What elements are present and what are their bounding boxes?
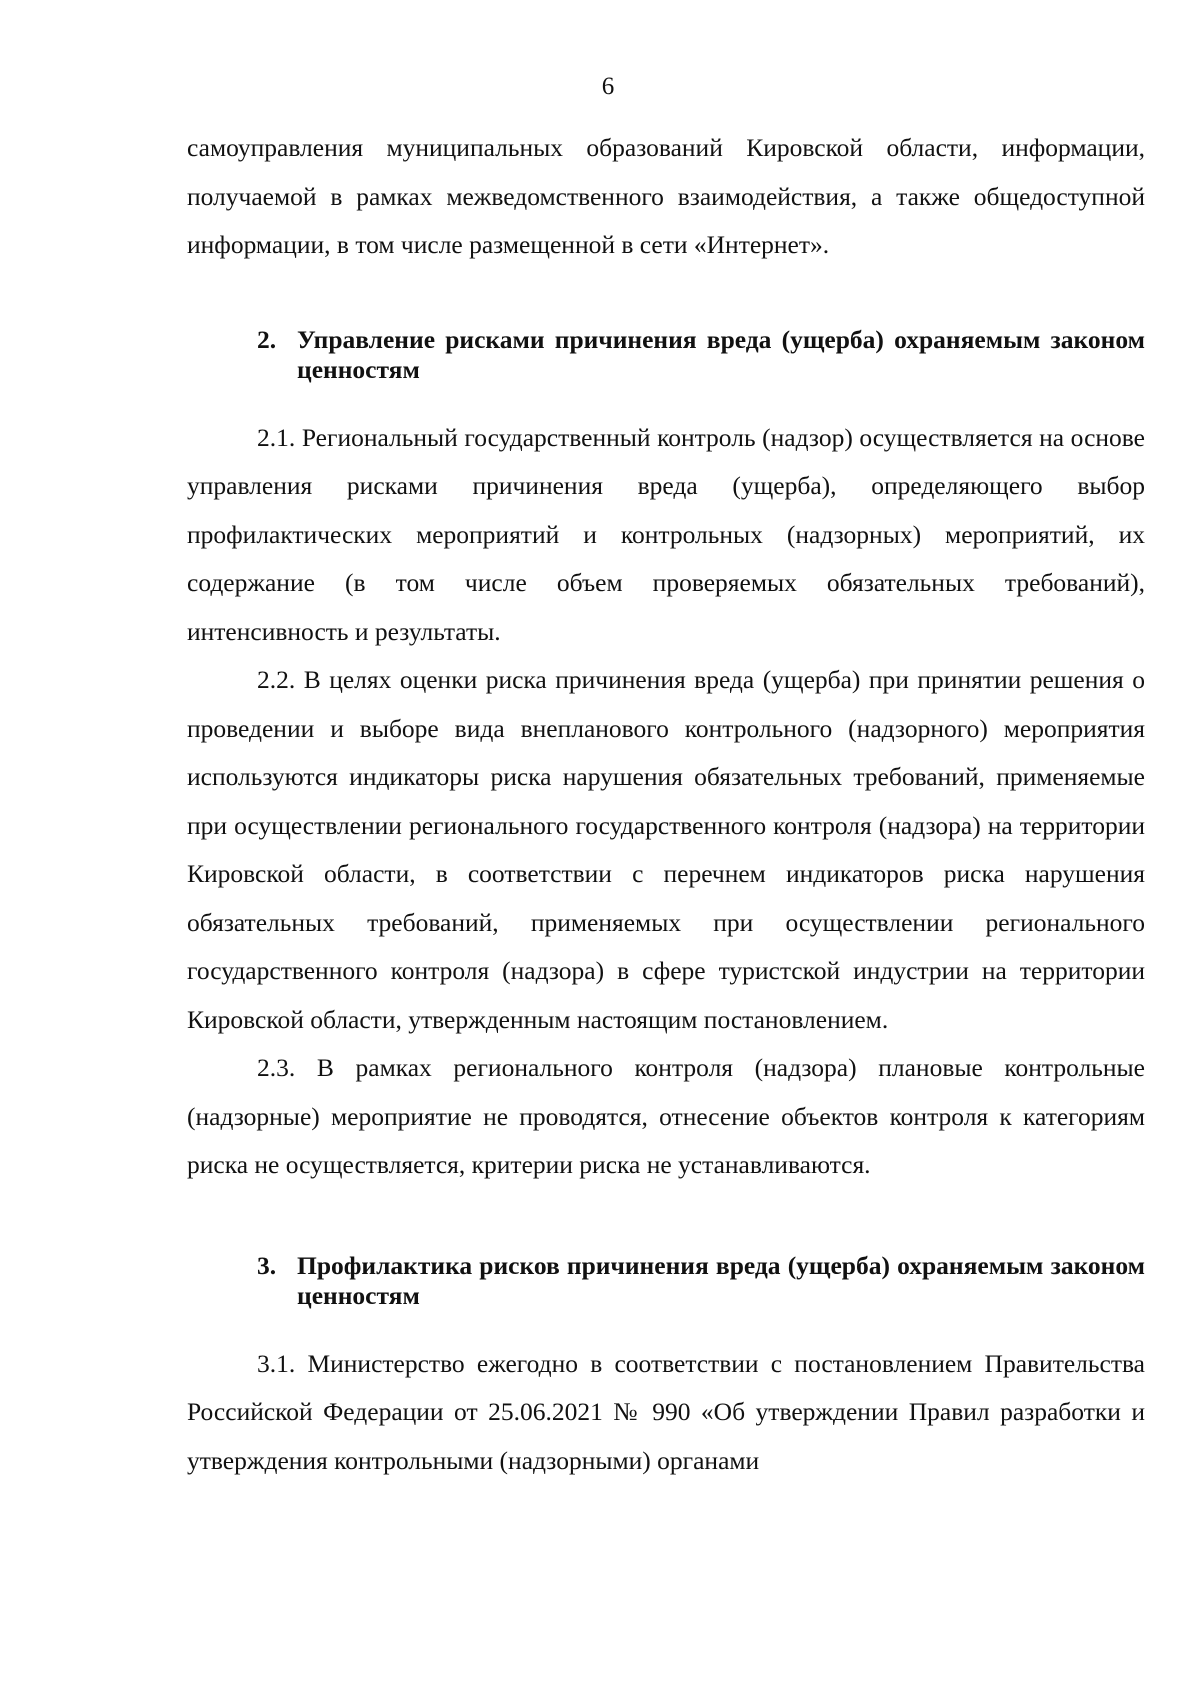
- paragraph-2-3: 2.3. В рамках регионального контроля (надзора) плановые контрольные (надзорные) мероприятие не проводятся, отнесение объектов контроля к категориям риска не осуществляется, критерии риска не устанавливаются.: [187, 1053, 1145, 1179]
- paragraph-2-1: 2.1. Региональный государственный контроль (надзор) осуществляется на основе управления рисками причинения вреда (ущерба), определяющего выбор профилактических мероприятий и контрольных (надзорных) мероприятий, их содержание (в том числе объем проверяемых обязательных требований), интенсивность и результаты.: [187, 422, 1145, 646]
- section-3-heading: [187, 1251, 1145, 1311]
- intro-paragraph: самоуправления муниципальных образований Кировской области, информации, получаемой в рамках межведомственного взаимодействия, а также общедоступной информации, в том числе размещенной в сети «Интернет».: [187, 133, 1145, 259]
- section-2-title: Управление рисками причинения вреда (ущерба) охраняемым законом ценностям: [297, 324, 1145, 384]
- section-3-title: Профилактика рисков причинения вреда (ущерба) охраняемым законом ценностям: [297, 1250, 1145, 1310]
- page-number: 6: [601, 73, 615, 100]
- paragraph-3-1: 3.1. Министерство ежегодно в соответствии с постановлением Правительства Российской Федерации от 25.06.2021 № 990 «Об утверждении Правил разработки и утверждения контрольными (надзорными) органами: [187, 1348, 1145, 1475]
- section-3-number: 3.: [257, 1250, 277, 1280]
- document-body: [187, 124, 1145, 1485]
- paragraph-2-2: 2.2. В целях оценки риска причинения вреда (ущерба) при принятии решения о проведении и выборе вида внепланового контрольного (надзорного) мероприятия используются индикаторы риска нарушения обязательных требований, применяемые при осуществлении регионального государственного контроля (надзора) на территории Кировской области, в соответствии с перечнем индикаторов риска нарушения обязательных требований, применяемых при осуществлении регионального государственного контроля (надзора) в сфере туристской индустрии на территории Кировской области, утвержденным настоящим постановлением.: [187, 665, 1145, 1034]
- section-2-heading: [187, 325, 1145, 385]
- section-2-number: 2.: [257, 324, 277, 354]
